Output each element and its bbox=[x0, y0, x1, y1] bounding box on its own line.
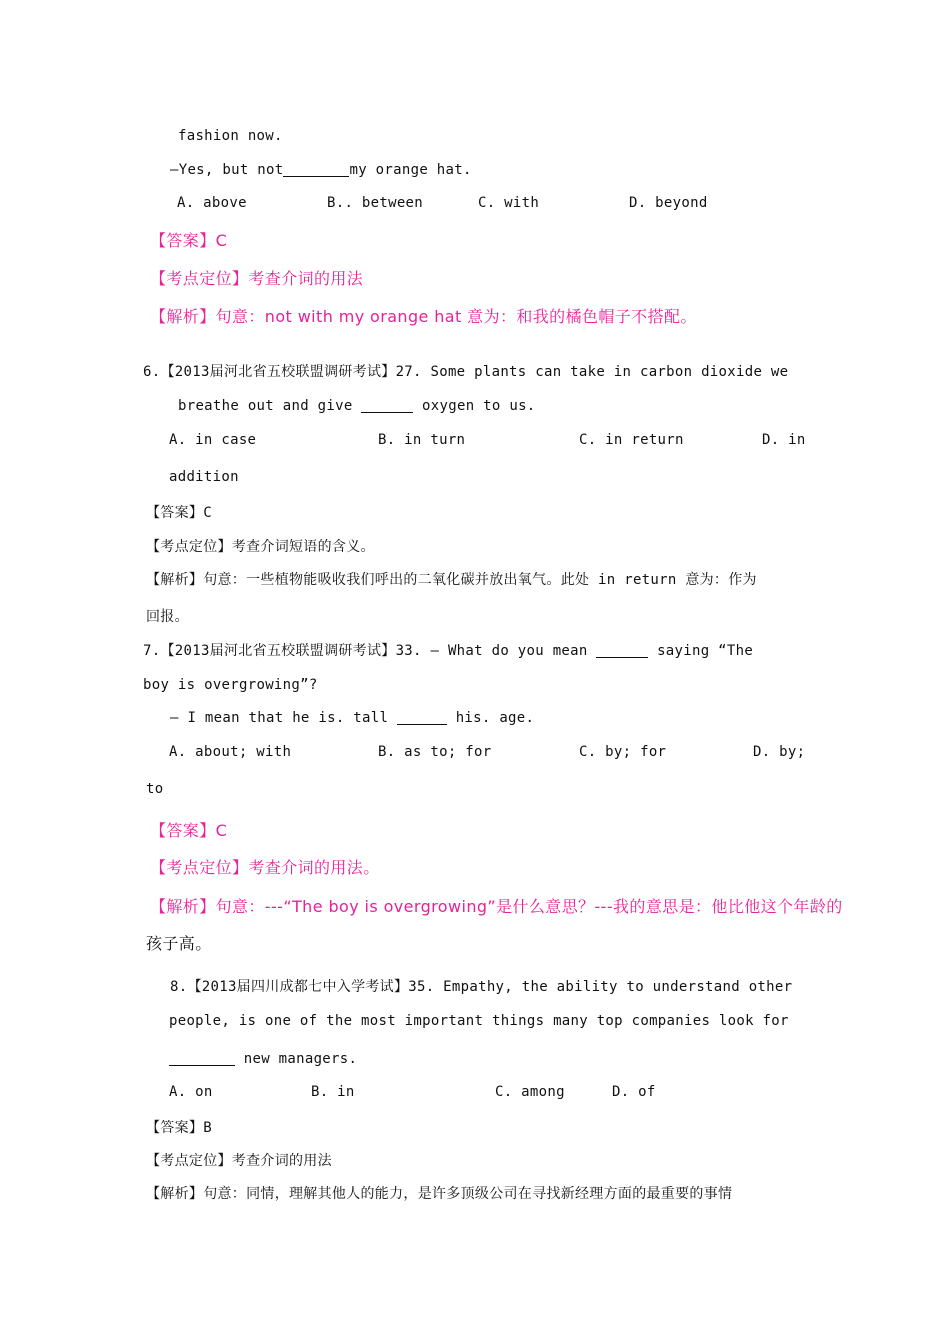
q5-analysis: 【解析】句意：not with my orange hat 意为：和我的橘色帽子不搭配。 bbox=[150, 307, 697, 326]
q8-option-d: D. of bbox=[612, 1084, 656, 1100]
q7-stem-line2: boy is overgrowing”? bbox=[143, 677, 318, 693]
q7-analysis-text: 【解析】句意：---“The boy is overgrowing”是什么意思？---我的意思是：他比他这个年龄的 bbox=[150, 897, 843, 916]
q5-option-d: D. beyond bbox=[629, 195, 708, 211]
q6-option-d-wrap: addition bbox=[169, 469, 239, 485]
q7-answer: 【答案】C bbox=[150, 821, 228, 840]
q6-analysis-line1: 【解析】句意：一些植物能吸收我们呼出的二氧化碳并放出氧气。此处 in return 意为：作为 bbox=[146, 572, 757, 588]
q6-blank bbox=[361, 398, 413, 413]
q6-answer: 【答案】C bbox=[146, 505, 212, 521]
q5-reply bbox=[170, 162, 472, 178]
q7-blank-2 bbox=[397, 710, 447, 725]
q7-option-a: A. about; with bbox=[169, 744, 292, 760]
q5-stem-continued: fashion now. bbox=[178, 128, 283, 144]
q7-blank-1 bbox=[596, 643, 648, 658]
q8-stem-line2: people, is one of the most important things many top companies look for bbox=[169, 1013, 789, 1029]
q7-option-b: B. as to; for bbox=[378, 744, 492, 760]
q8-blank bbox=[169, 1051, 235, 1066]
q7-reply bbox=[170, 710, 534, 726]
q8-analysis-line1: 【解析】句意：同情，理解其他人的能力，是许多顶级公司在寻找新经理方面的最重要的事情 bbox=[146, 1186, 733, 1202]
q8-stem-line1: 8.【2013届四川成都七中入学考试】35. Empathy, the ability to understand other bbox=[170, 979, 793, 995]
q6-stem-line1: 6.【2013届河北省五校联盟调研考试】27. Some plants can take in carbon dioxide we bbox=[143, 364, 789, 380]
q6-stem-post: oxygen to us. bbox=[422, 398, 536, 414]
q6-point: 【考点定位】考查介词短语的含义。 bbox=[146, 539, 375, 555]
q7-stem-line1 bbox=[143, 640, 753, 660]
q6-analysis-line2: 回报。 bbox=[146, 609, 189, 625]
q5-option-b: B.. between bbox=[327, 195, 424, 211]
q5-reply-post: my orange hat. bbox=[349, 162, 472, 178]
q7-reply-post: his. age. bbox=[455, 710, 535, 726]
q8-option-b: B. in bbox=[311, 1084, 355, 1100]
q7-options bbox=[0, 744, 950, 764]
q7-option-c: C. by; for bbox=[579, 744, 667, 760]
q6-option-d: D. in bbox=[762, 432, 806, 448]
q5-reply-pre: —Yes, but not bbox=[170, 162, 284, 178]
q7-point: 【考点定位】考查介词的用法。 bbox=[150, 858, 380, 877]
q5-option-a: A. above bbox=[177, 195, 247, 211]
q6-option-b: B. in turn bbox=[378, 432, 466, 448]
q5-point: 【考点定位】考查介词的用法 bbox=[150, 269, 364, 288]
q6-options bbox=[0, 432, 950, 452]
q6-option-c: C. in return bbox=[579, 432, 684, 448]
q8-options bbox=[0, 1084, 950, 1104]
q6-stem-pre: breathe out and give bbox=[178, 398, 353, 414]
q7-option-d: D. by; bbox=[753, 744, 806, 760]
q8-answer: 【答案】B bbox=[146, 1120, 212, 1136]
q5-option-c: C. with bbox=[478, 195, 540, 211]
q7-analysis-line2: 孩子高。 bbox=[146, 934, 212, 953]
q7-stem-pre: 7.【2013届河北省五校联盟调研考试】33. — What do you mean bbox=[143, 643, 588, 659]
q7-stem-post: saying “The bbox=[657, 643, 754, 659]
q7-option-d-wrap: to bbox=[146, 781, 164, 797]
q5-options bbox=[0, 195, 950, 215]
q8-stem-line3 bbox=[169, 1051, 357, 1067]
q6-option-a: A. in case bbox=[169, 432, 257, 448]
q8-point: 【考点定位】考查介词的用法 bbox=[146, 1153, 332, 1169]
q5-answer: 【答案】C bbox=[150, 231, 228, 250]
q7-analysis-line1 bbox=[150, 894, 843, 917]
q8-option-c: C. among bbox=[495, 1084, 565, 1100]
q8-stem-post: new managers. bbox=[243, 1051, 358, 1067]
q6-stem-line2 bbox=[178, 398, 536, 414]
q5-blank bbox=[283, 162, 349, 177]
q7-reply-pre: — I mean that he is. tall bbox=[170, 710, 389, 726]
q8-option-a: A. on bbox=[169, 1084, 213, 1100]
